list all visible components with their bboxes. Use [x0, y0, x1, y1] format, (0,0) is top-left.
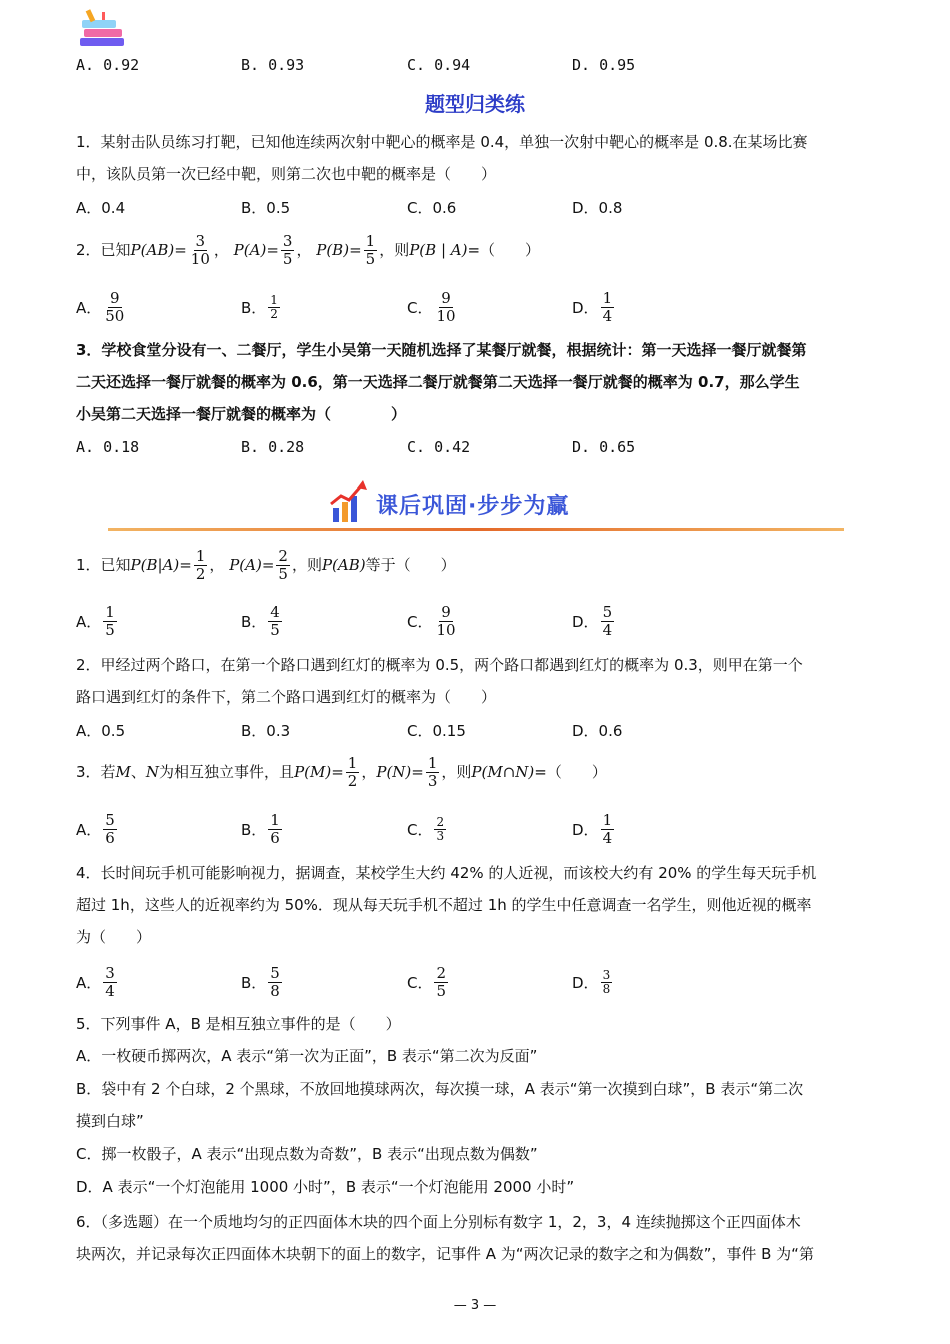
option-a [76, 808, 119, 850]
question-3-options [76, 430, 876, 464]
fraction [601, 604, 615, 639]
fraction [189, 233, 212, 268]
numerator: 1 [195, 547, 206, 565]
numerator: 3 [195, 232, 206, 250]
option-b: B．0.5 [241, 198, 291, 217]
numerator: 4 [270, 602, 280, 621]
numerator: 1 [105, 602, 115, 621]
denominator: 10 [436, 620, 456, 639]
denominator: 5 [365, 250, 376, 268]
option-label: C． [407, 298, 433, 317]
option-label: B． [241, 612, 267, 631]
question-3-options [76, 808, 876, 850]
numerator: 1 [365, 232, 376, 250]
numerator: 3 [602, 967, 611, 982]
fraction [268, 294, 280, 321]
option-d [572, 286, 616, 328]
numerator: 2 [278, 547, 288, 565]
option-label: D． [572, 612, 599, 631]
question-5-option-b-line1: B．袋中有 2 个白球，2 个黑球，不放回地摸球两次，每次摸一球，A 表示“第一次摸到白球”，B 表示“第二次 [76, 1080, 804, 1098]
stem-text: 1．已知 [76, 556, 131, 574]
option-a: A. 0.92 [76, 56, 140, 74]
question-1-stem [76, 545, 876, 585]
equals: = [349, 241, 362, 259]
numerator: 3 [105, 963, 115, 982]
math-p-ab: P(AB) [321, 556, 366, 574]
option-label: A． [76, 612, 102, 631]
question-5-option-a: A．一枚硬币掷两次，A 表示“第一次为正面”，B 表示“第二次为反面” [76, 1047, 538, 1065]
numerator: 1 [270, 810, 280, 829]
fraction [103, 290, 126, 325]
separator: ， [213, 241, 229, 259]
question-6-stem-line1: 6．（多选题）在一个质地均匀的正四面体木块的四个面上分别标有数字 1，2，3，4 连续抛掷这个正四面体木 [76, 1213, 801, 1231]
option-label: C． [407, 820, 433, 839]
question-2-options [76, 286, 876, 328]
denominator: 2 [195, 565, 206, 583]
stem-text: 2．已知 [76, 241, 131, 259]
numerator: 5 [602, 602, 613, 621]
page-number: — 3 — [453, 1298, 497, 1313]
fraction [434, 816, 446, 843]
option-label: C． [407, 612, 433, 631]
fraction [364, 233, 378, 268]
option-b [241, 286, 282, 328]
math-m: M [115, 763, 131, 781]
fraction [194, 548, 208, 583]
option-a [76, 961, 119, 1003]
denominator: 6 [105, 828, 115, 847]
option-d [572, 808, 616, 850]
question-5-option-b-line2: 摸到白球” [76, 1112, 144, 1130]
option-label: B． [241, 973, 267, 992]
denominator: 2 [270, 306, 278, 321]
math-p-b-given-a: P(B|A) [130, 556, 180, 574]
option-label: C． [407, 973, 433, 992]
option-b: B．0.3 [241, 721, 291, 740]
question-3-stem-line2: 二天还选择一餐厅就餐的概率为 0.6，第一天选择二餐厅就餐第二天选择一餐厅就餐的概率为 0.7，那么学生 [76, 373, 800, 391]
fraction [434, 290, 457, 325]
option-b [241, 961, 284, 1003]
question-1-stem-line1: 1．某射击队员练习打靶，已知他连续两次射中靶心的概率是 0.4，单独一次射中靶心的概率是 0.8.在某场比赛 [76, 133, 808, 151]
option-label: D． [572, 973, 599, 992]
option-b: B. 0.93 [241, 56, 305, 74]
denominator: 50 [105, 306, 125, 325]
equals: = [174, 241, 187, 259]
denominator: 5 [105, 620, 115, 639]
denominator: 10 [190, 250, 210, 268]
fraction [426, 755, 440, 790]
question-5-option-c: C．掷一枚骰子，A 表示“出现点数为奇数”，B 表示“出现点数为偶数” [76, 1145, 538, 1163]
fraction [268, 965, 282, 1000]
denominator: 4 [105, 981, 115, 1000]
question-1-stem-line2: 中，该队员第一次已经中靶，则第二次也中靶的概率是（ ） [76, 165, 497, 183]
denominator: 5 [278, 565, 288, 583]
stem-text: 3．若 [76, 763, 116, 781]
denominator: 3 [436, 828, 445, 843]
fraction [103, 812, 117, 847]
numerator: 2 [436, 963, 447, 982]
option-c: C．0.15 [407, 721, 466, 740]
question-2-stem-line1: 2．甲经过两个路口，在第一个路口遇到红灯的概率为 0.5，两个路口都遇到红灯的概率为 0.3，则甲在第一个 [76, 656, 803, 674]
equals: = [179, 556, 192, 574]
option-b: B. 0.28 [241, 438, 305, 456]
equals: = [266, 241, 279, 259]
option-c: C．0.6 [407, 198, 457, 217]
option-c [407, 600, 460, 642]
option-d: D. 0.95 [572, 56, 636, 74]
question-4-options [76, 961, 876, 1003]
numerator: 9 [110, 288, 120, 307]
option-a [76, 600, 119, 642]
stem-text: ，则 [441, 763, 472, 781]
question-4-stem-line2: 超过 1h，这些人的近视率约为 50%．现从每天玩手机不超过 1h 的学生中任意调查一名学生，则他近视的概率 [76, 896, 812, 914]
numerator: 1 [270, 292, 278, 307]
top-options-row [76, 48, 876, 82]
question-1-options [76, 190, 876, 224]
math-p-m: P(M) [294, 763, 332, 781]
numerator: 1 [427, 754, 438, 772]
option-d: D．0.6 [572, 721, 623, 740]
stem-text: =（ ） [467, 241, 541, 259]
math-n: N [145, 763, 160, 781]
question-3-stem-line3: 小吴第二天选择一餐厅就餐的概率为（ ） [76, 405, 407, 423]
option-c: C. 0.42 [407, 438, 471, 456]
question-5-option-d: D．A 表示“一个灯泡能用 1000 小时”，B 表示“一个灯泡能用 2000 小时” [76, 1178, 575, 1196]
numerator: 9 [441, 602, 451, 621]
option-a: A. 0.18 [76, 438, 140, 456]
separator: ， [296, 241, 312, 259]
section-title-consolidation: 课后巩固·步步为赢 [376, 494, 570, 519]
math-p-m-and-n: P(M∩N) [471, 763, 535, 781]
fraction [601, 290, 615, 325]
denominator: 4 [602, 306, 613, 325]
option-b [241, 600, 284, 642]
option-d [572, 600, 616, 642]
option-c [407, 961, 450, 1003]
fraction [268, 812, 282, 847]
question-2-options [76, 713, 876, 747]
question-4-stem-line1: 4．长时间玩手机可能影响视力，据调查，某校学生大约 42% 的人近视，而该校大约有 20% 的学生每天玩手机 [76, 864, 817, 882]
math-p-a: P(A) [233, 241, 267, 259]
section-divider [108, 528, 844, 531]
option-label: D． [572, 820, 599, 839]
denominator: 5 [436, 981, 447, 1000]
option-c: C. 0.94 [407, 56, 471, 74]
option-label: D． [572, 298, 599, 317]
question-1-options [76, 600, 876, 642]
stem-text: ，则 [379, 241, 410, 259]
numerator: 1 [602, 810, 613, 829]
denominator: 8 [602, 981, 611, 996]
numerator: 1 [347, 754, 358, 772]
math-p-ab: P(AB) [130, 241, 175, 259]
question-3-stem [76, 752, 876, 792]
fraction [601, 969, 613, 996]
separator: 、 [130, 763, 146, 781]
books-pencil-logo [78, 8, 130, 52]
option-d: D．0.8 [572, 198, 623, 217]
math-p-b-given-a: P(B | A) [409, 241, 468, 259]
fraction [601, 812, 615, 847]
option-a [76, 286, 128, 328]
denominator: 6 [270, 828, 280, 847]
denominator: 2 [347, 772, 358, 790]
numerator: 3 [282, 232, 293, 250]
option-c [407, 808, 448, 850]
fraction [281, 233, 295, 268]
numerator: 9 [441, 288, 451, 307]
denominator: 8 [270, 981, 280, 1000]
denominator: 3 [427, 772, 438, 790]
math-p-b: P(B) [316, 241, 350, 259]
numerator: 2 [436, 814, 445, 829]
question-3-stem-line1: 3．学校食堂分设有一、二餐厅，学生小吴第一天随机选择了某餐厅就餐，根据统计：第一天选择一餐厅就餐第 [76, 341, 807, 359]
fraction [103, 965, 117, 1000]
option-d: D. 0.65 [572, 438, 636, 456]
equals: = [331, 763, 344, 781]
option-a: A．0.5 [76, 721, 126, 740]
denominator: 4 [602, 828, 613, 847]
stem-text: ，则 [291, 556, 322, 574]
math-p-a: P(A) [229, 556, 262, 574]
fraction [276, 548, 290, 583]
denominator: 4 [602, 620, 613, 639]
option-label: A． [76, 298, 102, 317]
equals: = [411, 763, 424, 781]
option-label: B． [241, 298, 267, 317]
separator: ， [209, 556, 225, 574]
equals: = [261, 556, 275, 574]
fraction [434, 965, 448, 1000]
numerator: 5 [105, 810, 115, 829]
question-5-stem: 5．下列事件 A，B 是相互独立事件的是（ ） [76, 1015, 401, 1033]
numerator: 1 [602, 288, 613, 307]
denominator: 5 [282, 250, 293, 268]
option-label: A． [76, 973, 102, 992]
fraction [434, 604, 457, 639]
option-a: A．0.4 [76, 198, 126, 217]
denominator: 5 [270, 620, 280, 639]
question-2-stem [76, 230, 876, 270]
option-d [572, 961, 614, 1003]
option-b [241, 808, 284, 850]
denominator: 10 [436, 306, 456, 325]
math-p-n: P(N) [376, 763, 412, 781]
separator: ， [361, 763, 377, 781]
option-label: A． [76, 820, 102, 839]
question-6-stem-line2: 块两次，并记录每次正四面体木块朝下的面上的数字，记事件 A 为“两次记录的数字之和为偶数”，事件 B 为“第 [76, 1245, 814, 1263]
stem-text: =（ ） [534, 763, 607, 781]
fraction [103, 604, 117, 639]
fraction [346, 755, 360, 790]
stem-text: 为相互独立事件，且 [159, 763, 295, 781]
option-label: B． [241, 820, 267, 839]
numerator: 5 [270, 963, 280, 982]
question-4-stem-line3: 为（ ） [76, 928, 152, 946]
stem-text: 等于（ ） [365, 556, 456, 574]
fraction [268, 604, 282, 639]
section-title-practice: 题型归类练 [425, 92, 525, 116]
question-2-stem-line2: 路口遇到红灯的条件下，第二个路口遇到红灯的概率为（ ） [76, 688, 497, 706]
option-c [407, 286, 460, 328]
